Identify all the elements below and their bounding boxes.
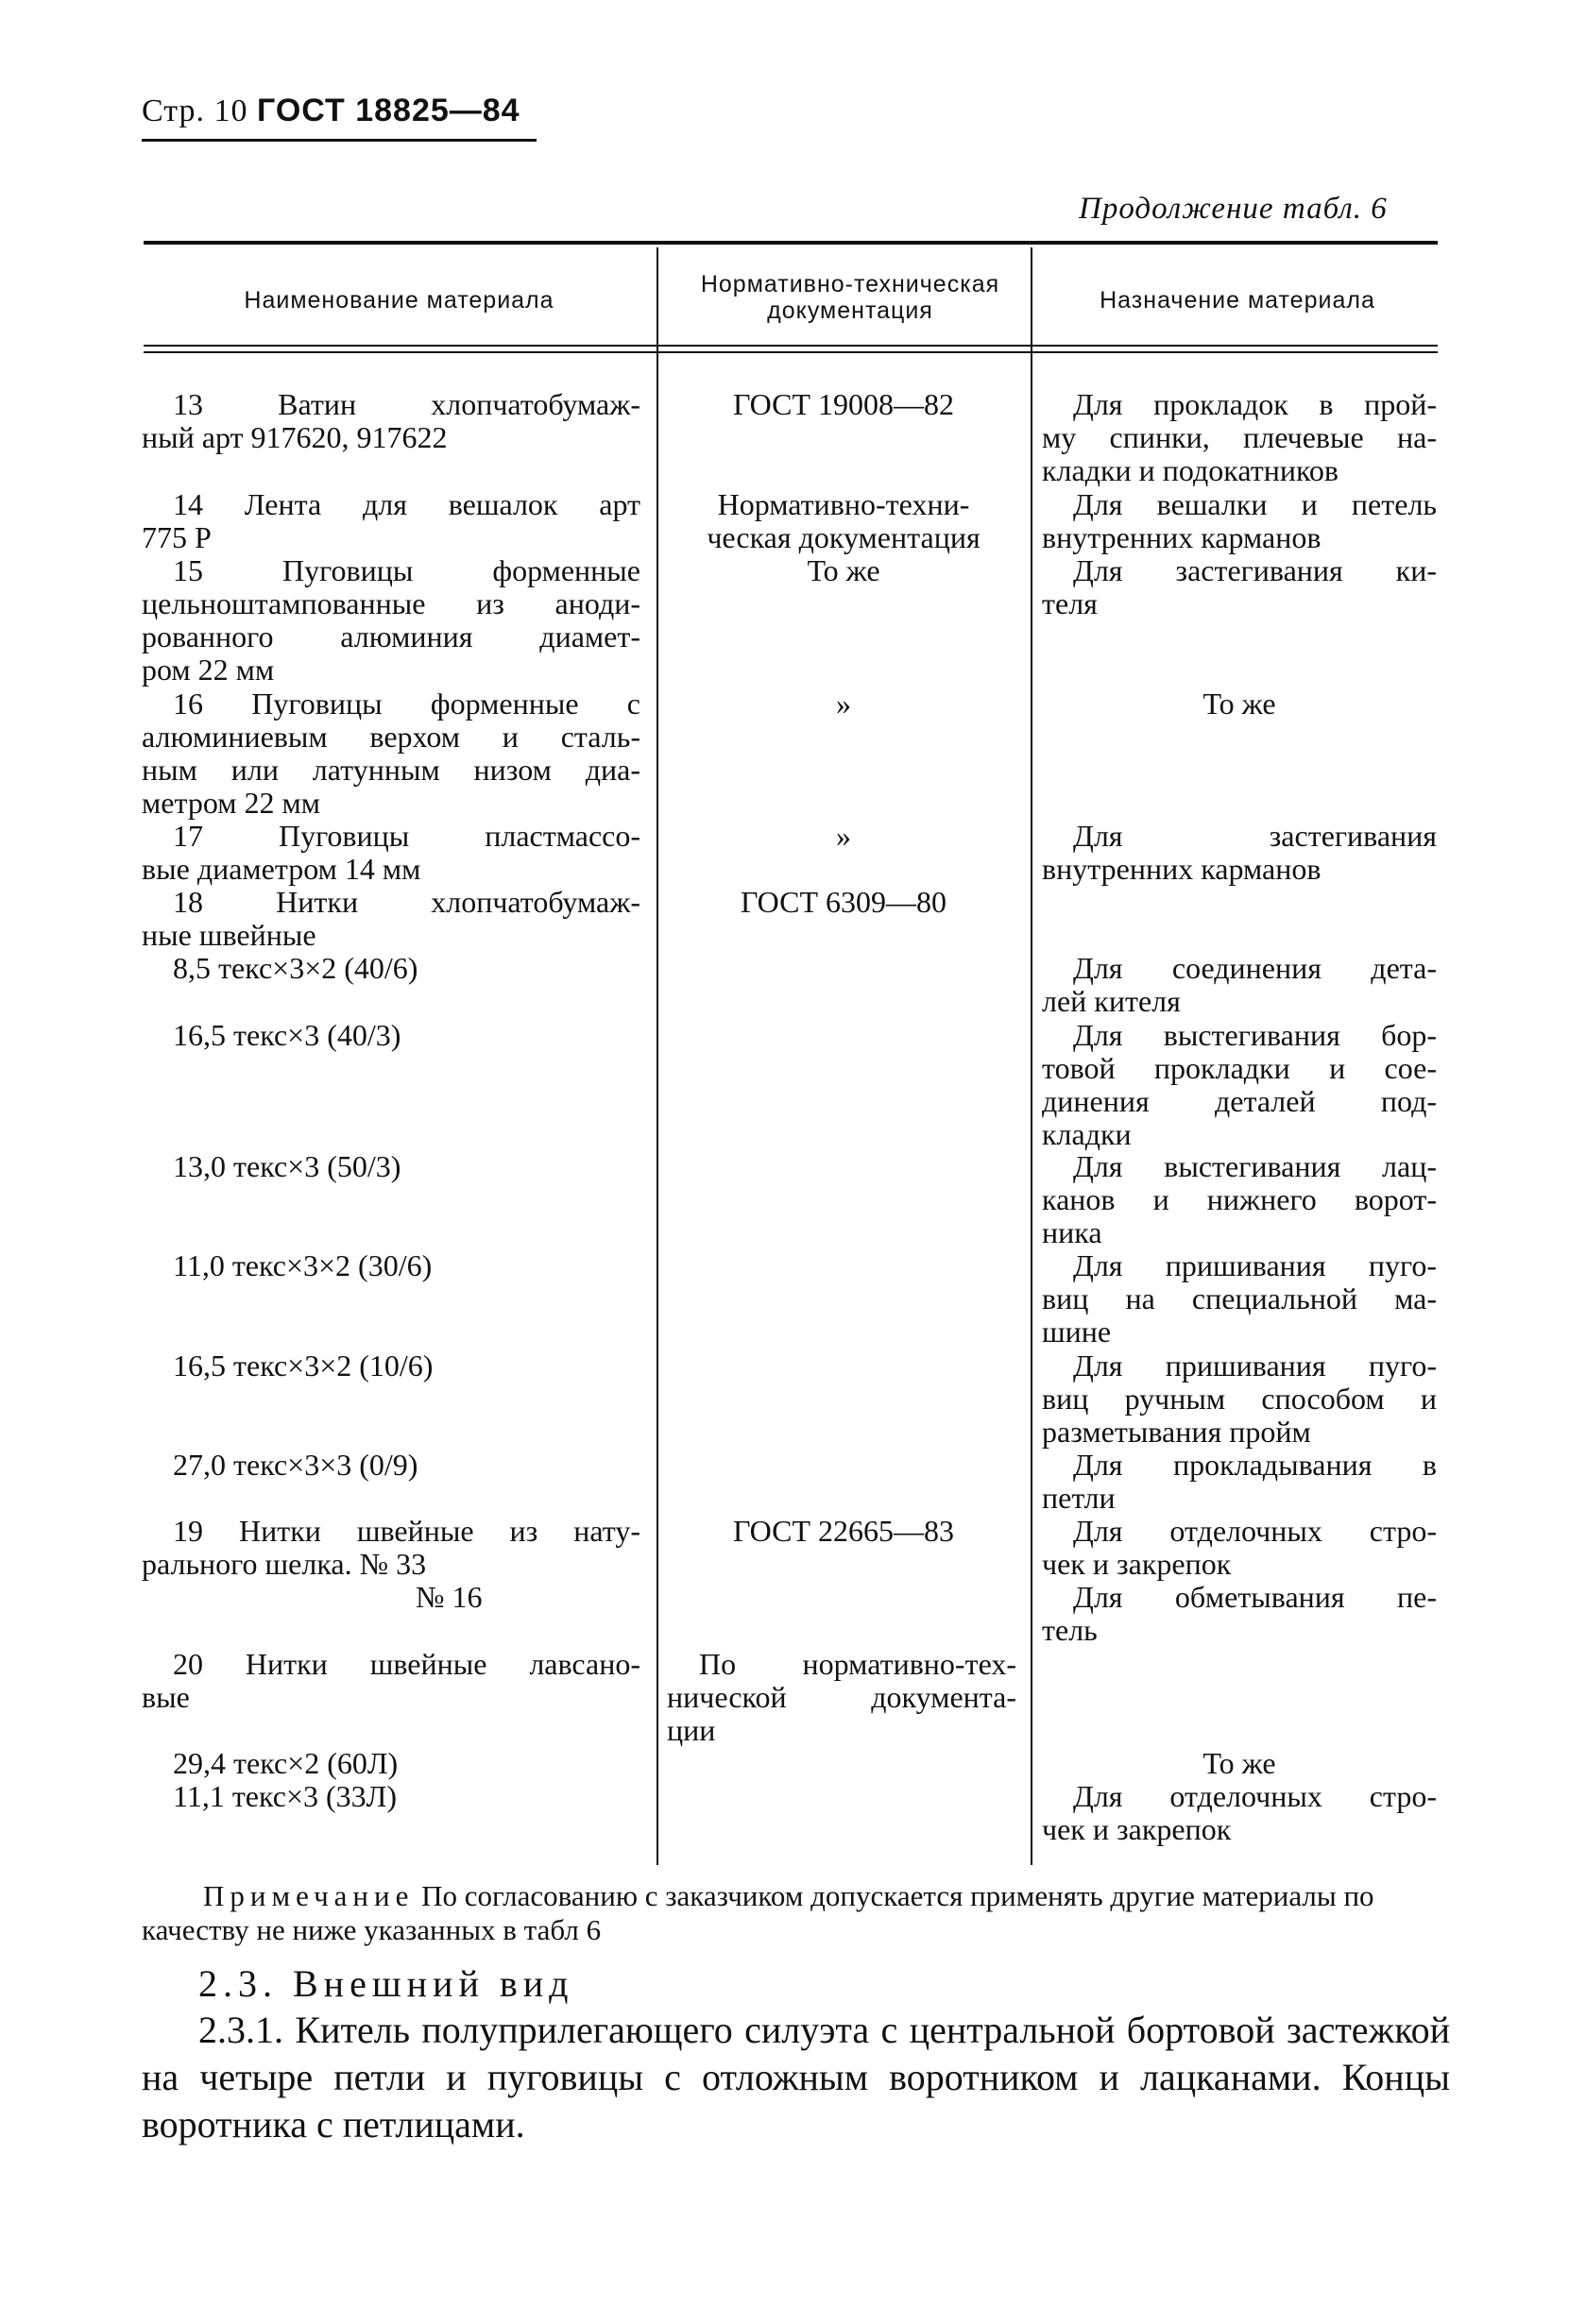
row-20-2-purpose-line1: Для отделочных стро- <box>1073 1779 1437 1813</box>
row-16-name-line1: 16 Пуговицы форменные с <box>173 687 640 721</box>
row-16-purpose: То же <box>1202 687 1276 721</box>
header-underline <box>142 139 537 142</box>
row-16-doc: » <box>836 687 851 721</box>
section-paragraph: 2.3.1. Китель полуприлегающего силуэта с центральной бортовой застежкой на четыре петли и пуговицы с отложным воротником и лацканами. Концы воротника с петлицами. <box>142 2009 1450 2146</box>
row-18-5-purpose-line2: виц ручным способом и <box>1042 1382 1437 1416</box>
row-18-2-purpose-line2: товой прокладки и сое- <box>1042 1051 1437 1085</box>
row-17-name-line1: 17 Пуговицы пластмассо- <box>173 819 640 853</box>
row-18-sub-4: 11,0 текс×3×2 (30/6) <box>173 1248 433 1282</box>
row-17-purpose-line2: внутренних карманов <box>1042 852 1322 886</box>
row-19-doc: ГОСТ 22665—83 <box>732 1514 955 1548</box>
row-16-name-line4: метром 22 мм <box>142 786 320 820</box>
row-19-name-line1: 19 Нитки швейные из нату- <box>173 1514 640 1548</box>
row-13-doc: ГОСТ 19008—82 <box>732 387 955 421</box>
row-17-purpose-line1: Для застегивания <box>1073 819 1437 853</box>
page-header <box>142 93 520 129</box>
row-13-name-line2: ный арт 917620, 917622 <box>142 420 448 454</box>
table-header-rule-2 <box>144 351 1438 353</box>
row-18-2-purpose-line1: Для выстегивания бор- <box>1073 1018 1437 1052</box>
row-19-name-line2: рального шелка. № 33 <box>142 1547 427 1581</box>
row-15-name-line1: 15 Пуговицы форменные <box>173 553 640 587</box>
row-14-name-line2: 775 Р <box>142 520 212 554</box>
row-15-name-line2: цельноштампованные из аноди- <box>142 586 640 620</box>
row-13-purpose-line1: Для прокладок в прой- <box>1073 387 1437 421</box>
row-18-sub-6: 27,0 текс×3×3 (0/9) <box>173 1448 418 1482</box>
row-19-2-purpose-line1: Для обметывания пе- <box>1073 1580 1437 1614</box>
row-18-3-purpose-line2: канов и нижнего ворот- <box>1042 1182 1437 1216</box>
row-15-name-line4: ром 22 мм <box>142 653 275 687</box>
row-20-sub-1: 29,4 текс×2 (60Л) <box>173 1746 399 1780</box>
table-continuation-label: Продолжение табл. 6 <box>1079 192 1388 226</box>
table-header-rule-1 <box>144 345 1438 347</box>
table-col-divider-2 <box>1031 247 1032 1865</box>
row-18-doc: ГОСТ 6309—80 <box>740 885 947 919</box>
table-top-rule <box>144 241 1438 245</box>
row-15-purpose-line2: теля <box>1042 586 1098 620</box>
row-18-4-purpose-line2: виц на специальной ма- <box>1042 1281 1437 1315</box>
row-18-name-line2: ные швейные <box>142 918 316 952</box>
row-20-sub-2: 11,1 текс×3 (33Л) <box>173 1779 398 1813</box>
row-18-3-purpose-line3: ника <box>1042 1215 1102 1249</box>
row-13-purpose-line3: кладки и подокатников <box>1042 453 1339 487</box>
row-18-sub-2: 16,5 текс×3 (40/3) <box>173 1018 401 1052</box>
row-20-doc-line2: нической документа- <box>667 1680 1016 1714</box>
row-18-5-purpose-line3: разметывания пройм <box>1042 1415 1311 1449</box>
page-number: Стр. 10 <box>142 93 248 128</box>
row-15-doc: То же <box>807 553 880 587</box>
row-20-name-line2: вые <box>142 1680 190 1714</box>
row-18-4-purpose-line3: шине <box>1042 1315 1112 1349</box>
col-header-material: Наименование материала <box>244 287 554 314</box>
row-14-doc-line2: ческая документация <box>707 520 981 554</box>
row-15-purpose-line1: Для застегивания ки- <box>1073 553 1437 587</box>
table-note <box>142 1879 1436 1947</box>
row-19-name-line3: № 16 <box>416 1580 483 1614</box>
row-20-doc-line3: ции <box>667 1713 716 1747</box>
section-number: 2.3. <box>198 1962 278 2005</box>
row-18-6-purpose-line2: петли <box>1042 1481 1116 1515</box>
row-18-2-purpose-line3: динения деталей под- <box>1042 1084 1437 1118</box>
standard-code: ГОСТ 18825—84 <box>257 93 520 128</box>
row-19-2-purpose-line2: тель <box>1042 1613 1098 1647</box>
row-14-doc-line1: Нормативно-техни- <box>717 487 970 521</box>
section-title: Внешний вид <box>293 1962 574 2005</box>
note-text: По согласованию с заказчиком допускается применять другие материалы по качеству не ниже указанных в табл 6 <box>142 1879 1374 1946</box>
row-18-1-purpose-line1: Для соединения дета- <box>1073 951 1437 985</box>
row-14-name-line1: 14 Лента для вешалок арт <box>173 487 640 521</box>
row-20-name-line1: 20 Нитки швейные лавсано- <box>173 1647 640 1681</box>
row-14-purpose-line1: Для вешалки и петель <box>1073 487 1437 521</box>
col-header-purpose: Назначение материала <box>1100 287 1375 314</box>
section-heading <box>198 1961 574 2006</box>
row-18-4-purpose-line1: Для пришивания пуго- <box>1073 1248 1437 1282</box>
row-18-sub-1: 8,5 текс×3×2 (40/6) <box>173 951 418 985</box>
row-18-6-purpose-line1: Для прокладывания в <box>1073 1448 1437 1482</box>
row-19-1-purpose-line2: чек и закрепок <box>1042 1547 1232 1581</box>
row-13-purpose-line2: му спинки, плечевые на- <box>1042 420 1437 454</box>
row-18-sub-3: 13,0 текс×3 (50/3) <box>173 1149 401 1183</box>
row-20-1-purpose: То же <box>1202 1746 1276 1780</box>
row-14-purpose-line2: внутренних карманов <box>1042 520 1322 554</box>
row-15-name-line3: рованного алюминия диамет- <box>142 619 640 653</box>
row-18-name-line1: 18 Нитки хлопчатобумаж- <box>173 885 640 919</box>
row-18-2-purpose-line4: кладки <box>1042 1117 1132 1151</box>
row-16-name-line2: алюминиевым верхом и сталь- <box>142 720 640 754</box>
row-17-name-line2: вые диаметром 14 мм <box>142 852 421 886</box>
row-18-3-purpose-line1: Для выстегивания лац- <box>1073 1149 1437 1183</box>
row-17-doc: » <box>836 819 851 853</box>
row-18-5-purpose-line1: Для пришивания пуго- <box>1073 1349 1437 1383</box>
note-label: Примечание <box>203 1879 415 1912</box>
row-19-1-purpose-line1: Для отделочных стро- <box>1073 1514 1437 1548</box>
row-18-sub-5: 16,5 текс×3×2 (10/6) <box>173 1349 434 1383</box>
table-col-divider-1 <box>657 247 658 1865</box>
row-16-name-line3: ным или латунным низом диа- <box>142 753 640 787</box>
row-20-doc-line1: По нормативно-тех- <box>699 1647 1016 1681</box>
row-20-2-purpose-line2: чек и закрепок <box>1042 1812 1232 1846</box>
col-header-documentation: Нормативно-техническая документация <box>700 271 1000 324</box>
row-13-name-line1: 13 Ватин хлопчатобумаж- <box>173 387 640 421</box>
row-18-1-purpose-line2: лей кителя <box>1042 984 1181 1018</box>
